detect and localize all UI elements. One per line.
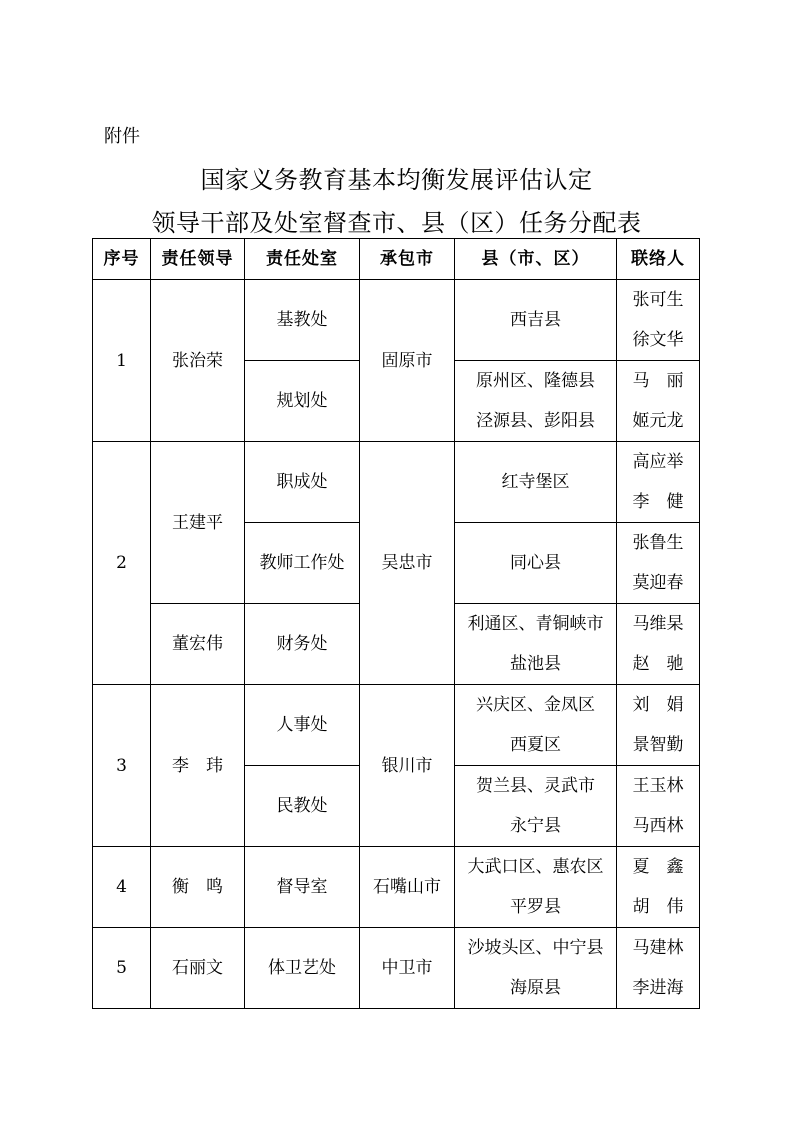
county-cell — [455, 361, 617, 442]
contact-line: 高应举 — [632, 452, 684, 472]
office-cell: 教师工作处 — [245, 523, 360, 604]
office-cell: 财务处 — [245, 604, 360, 685]
office-cell: 督导室 — [245, 847, 360, 928]
contact-line: 胡 伟 — [632, 897, 684, 917]
attachment-label: 附件 — [104, 126, 140, 147]
contact-line: 马 丽 — [632, 371, 684, 391]
table-header-row — [93, 239, 700, 280]
contact-cell — [617, 523, 700, 604]
contact-line: 李 健 — [632, 492, 684, 512]
contact-cell — [617, 928, 700, 1009]
county-cell — [455, 523, 617, 604]
city-cell: 固原市 — [360, 280, 455, 442]
county-line: 平罗县 — [510, 897, 561, 917]
county-line: 永宁县 — [510, 816, 561, 836]
county-line: 海原县 — [510, 978, 561, 998]
assignment-table — [92, 238, 700, 1009]
county-line: 大武口区、惠农区 — [467, 857, 604, 877]
contact-line: 王玉林 — [632, 776, 684, 796]
county-cell — [455, 604, 617, 685]
leader-cell: 李 玮 — [151, 685, 245, 847]
contact-cell — [617, 442, 700, 523]
city-cell: 石嘴山市 — [360, 847, 455, 928]
office-cell: 民教处 — [245, 766, 360, 847]
leader-cell: 董宏伟 — [151, 604, 245, 685]
county-line: 西夏区 — [510, 735, 561, 755]
contact-line: 姬元龙 — [632, 411, 684, 431]
county-cell — [455, 847, 617, 928]
row-number: 4 — [93, 847, 151, 928]
county-line: 兴庆区、金凤区 — [476, 695, 595, 715]
contact-line: 景智勤 — [632, 735, 684, 755]
contact-cell — [617, 847, 700, 928]
header-contact: 联络人 — [617, 239, 700, 280]
county-line: 同心县 — [510, 553, 561, 573]
document-title-line2: 领导干部及处室督查市、县（区）任务分配表 — [151, 209, 642, 237]
office-cell: 职成处 — [245, 442, 360, 523]
document-title-line1: 国家义务教育基本均衡发展评估认定 — [200, 166, 593, 194]
header-no: 序号 — [93, 239, 151, 280]
row-number: 5 — [93, 928, 151, 1009]
county-line: 原州区、隆德县 — [476, 371, 595, 391]
contact-line: 赵 驰 — [632, 654, 684, 674]
contact-line: 马建林 — [632, 938, 684, 958]
county-cell — [455, 928, 617, 1009]
contact-line: 张可生 — [632, 290, 684, 310]
contact-line: 徐文华 — [632, 330, 684, 350]
office-cell: 规划处 — [245, 361, 360, 442]
county-line: 沙坡头区、中宁县 — [467, 938, 604, 958]
contact-line: 李进海 — [632, 978, 684, 998]
contact-cell — [617, 766, 700, 847]
county-line: 盐池县 — [510, 654, 561, 674]
table-row — [93, 928, 700, 1009]
leader-cell: 衡 鸣 — [151, 847, 245, 928]
county-line: 贺兰县、灵武市 — [476, 776, 595, 796]
city-cell: 中卫市 — [360, 928, 455, 1009]
county-cell — [455, 442, 617, 523]
row-number: 1 — [93, 280, 151, 442]
contact-line: 马西林 — [632, 816, 684, 836]
contact-line: 张鲁生 — [632, 533, 684, 553]
header-leader: 责任领导 — [151, 239, 245, 280]
office-cell: 人事处 — [245, 685, 360, 766]
county-cell — [455, 685, 617, 766]
county-line: 利通区、青铜峡市 — [467, 614, 604, 634]
city-cell: 吴忠市 — [360, 442, 455, 685]
office-cell: 基教处 — [245, 280, 360, 361]
leader-cell: 石丽文 — [151, 928, 245, 1009]
contact-cell — [617, 604, 700, 685]
leader-cell: 张治荣 — [151, 280, 245, 442]
contact-cell — [617, 361, 700, 442]
office-cell: 体卫艺处 — [245, 928, 360, 1009]
row-number: 2 — [93, 442, 151, 685]
contact-line: 夏 鑫 — [632, 857, 684, 877]
row-number: 3 — [93, 685, 151, 847]
county-line: 红寺堡区 — [501, 472, 570, 492]
city-cell: 银川市 — [360, 685, 455, 847]
county-cell — [455, 280, 617, 361]
table-row — [93, 685, 700, 766]
contact-cell — [617, 685, 700, 766]
table-row — [93, 847, 700, 928]
contact-cell — [617, 280, 700, 361]
contact-line: 莫迎春 — [632, 573, 684, 593]
header-city: 承包市 — [360, 239, 455, 280]
header-office: 责任处室 — [245, 239, 360, 280]
county-line: 西吉县 — [510, 310, 561, 330]
table-row — [93, 442, 700, 523]
contact-line: 刘 娟 — [632, 695, 684, 715]
leader-cell: 王建平 — [151, 442, 245, 604]
table-row — [93, 280, 700, 361]
county-cell — [455, 766, 617, 847]
contact-line: 马维杲 — [632, 614, 684, 634]
header-county: 县（市、区） — [455, 239, 617, 280]
county-line: 泾源县、彭阳县 — [476, 411, 595, 431]
